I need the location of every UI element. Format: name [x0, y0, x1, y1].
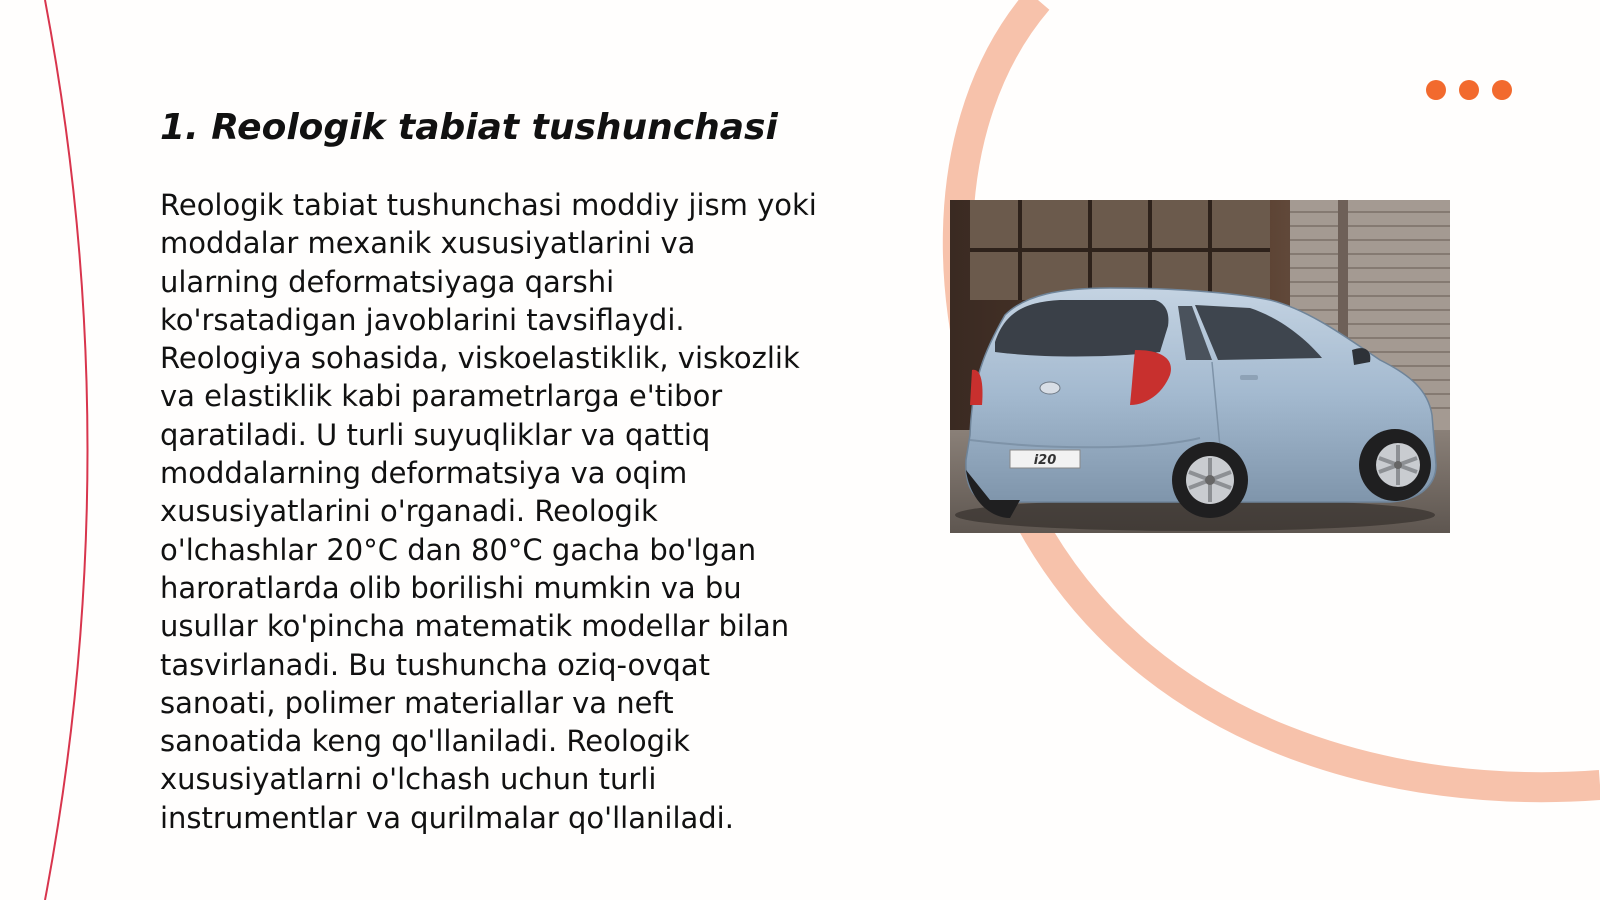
body-line: va elastiklik kabi parametrlarga e'tibor [160, 379, 723, 414]
body-line: xususiyatlarni o'lchash uchun turli [160, 762, 657, 797]
body-line: instrumentlar va qurilmalar qo'llaniladi. [160, 800, 734, 835]
left-curved-line [45, 0, 88, 900]
body-line: qaratiladi. U turli suyuqliklar va qattiq [160, 417, 711, 452]
plate-text: i20 [1033, 453, 1057, 468]
slide-body-text [160, 186, 850, 837]
dot-3 [1492, 80, 1512, 100]
body-line: Reologiya sohasida, viskoelastiklik, viskozlik [160, 341, 800, 376]
body-line: moddalar mexanik xususiyatlarini va [160, 226, 696, 261]
body-line: moddalarning deformatsiya va oqim [160, 456, 688, 491]
car-photo [950, 200, 1450, 533]
body-line: Reologik tabiat tushunchasi moddiy jism yoki [160, 188, 817, 222]
body-line: sanoati, polimer materiallar va neft [160, 685, 674, 720]
body-line: haroratlarda olib borilishi mumkin va bu [160, 570, 742, 605]
body-line: sanoatida keng qo'llaniladi. Reologik [160, 724, 690, 759]
body-line: ko'rsatadigan javoblarini tavsiflaydi. [160, 302, 685, 337]
slide-title: 1. Reologik tabiat tushunchasi [160, 107, 778, 148]
dot-1 [1426, 80, 1446, 100]
body-line: xususiyatlarini o'rganadi. Reologik [160, 494, 658, 529]
three-dots-icon [1426, 79, 1512, 101]
dot-2 [1459, 80, 1479, 100]
body-line: tasvirlanadi. Bu tushuncha oziq-ovqat [160, 647, 710, 682]
body-line: ularning deformatsiyaga qarshi [160, 264, 615, 299]
body-line: o'lchashlar 20°C dan 80°C gacha bo'lgan [160, 532, 757, 567]
body-line: usullar ko'pincha matematik modellar bilan [160, 609, 790, 644]
